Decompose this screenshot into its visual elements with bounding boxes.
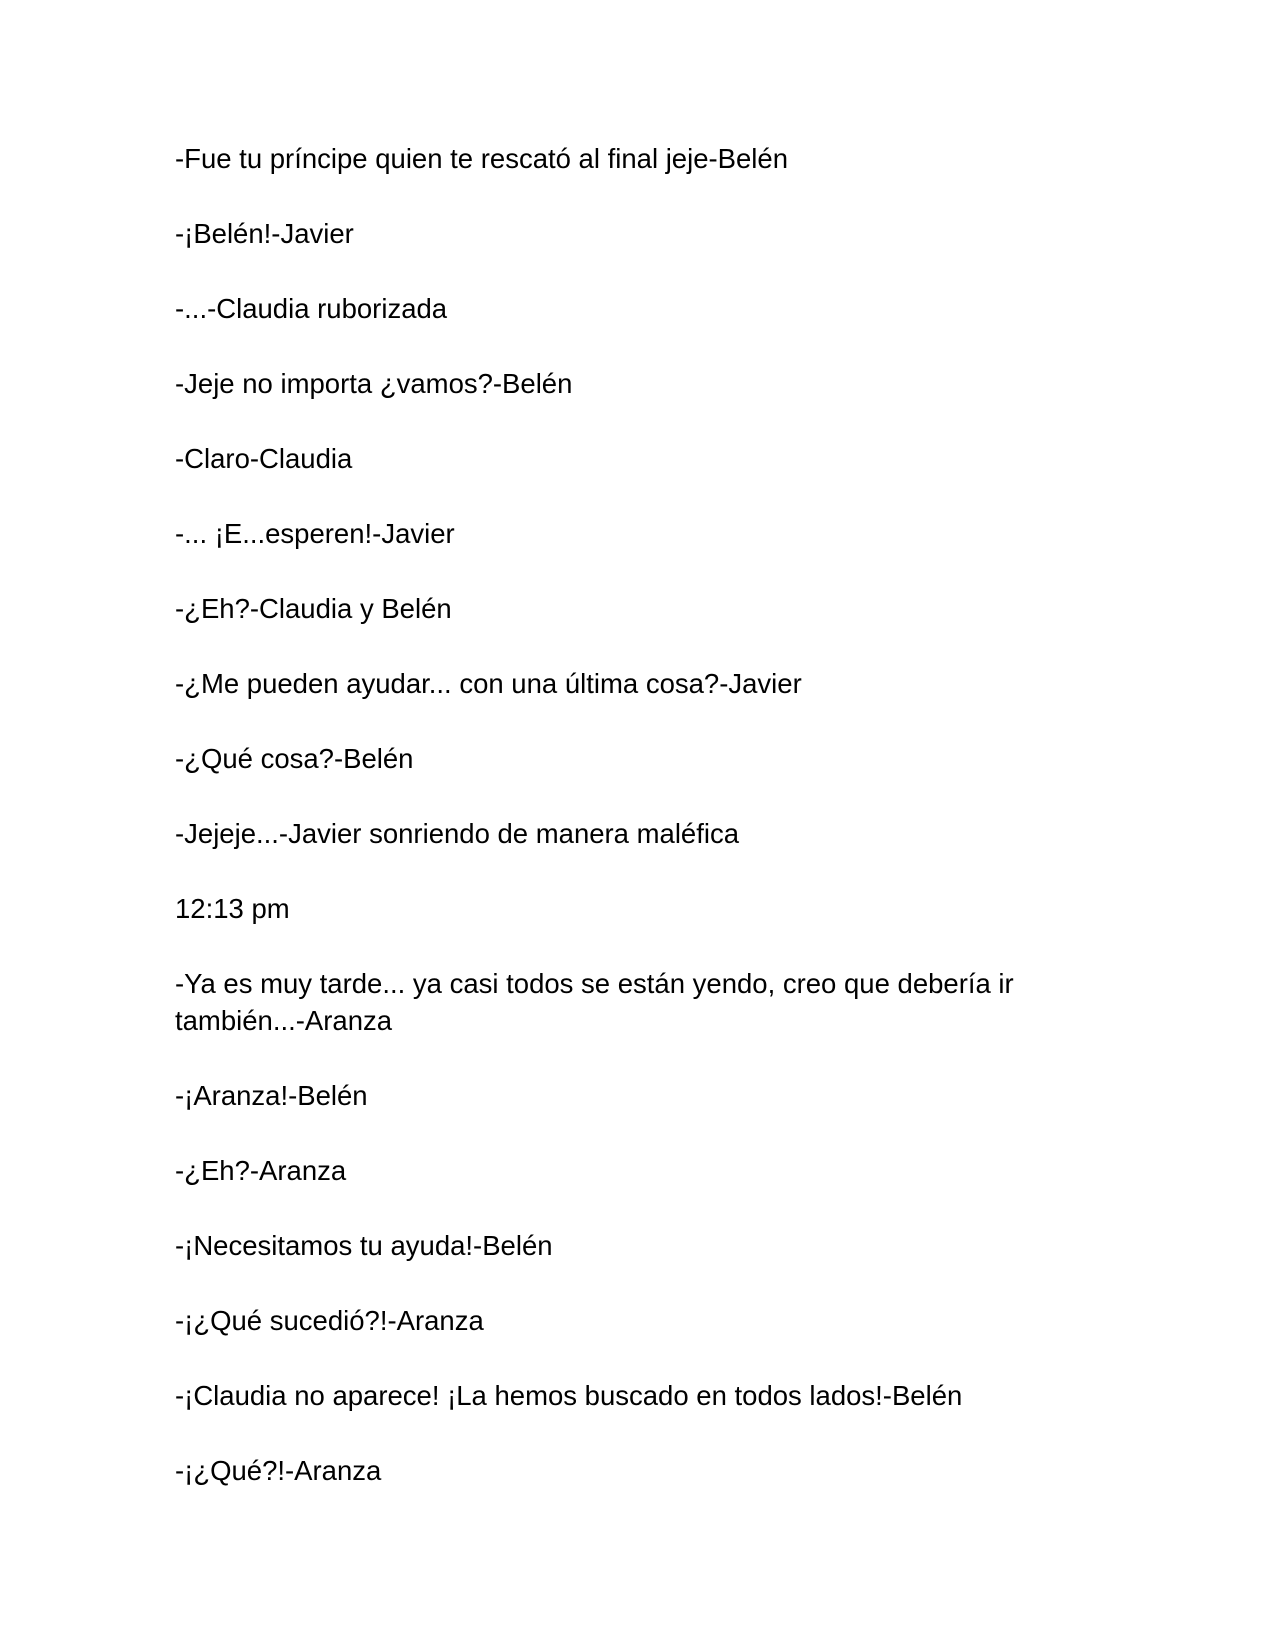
paragraph: -...-Claudia ruborizada [175,293,448,324]
paragraph: -... ¡E...esperen!-Javier [175,518,455,549]
paragraph: -¿Eh?-Aranza [175,1155,347,1186]
paragraph: -¡¿Qué?!-Aranza [175,1455,382,1486]
paragraph: -¡Aranza!-Belén [175,1080,368,1111]
paragraph: -¡Necesitamos tu ayuda!-Belén [175,1230,553,1261]
paragraph: -¡Claudia no aparece! ¡La hemos buscado en todos lados!-Belén [175,1380,963,1411]
paragraph: -Jeje no importa ¿vamos?-Belén [175,368,573,399]
paragraph: -¿Eh?-Claudia y Belén [175,593,452,624]
paragraph: -¡¿Qué sucedió?!-Aranza [175,1305,484,1336]
paragraph: -Ya es muy tarde... ya casi todos se están yendo, creo que debería ir también...-Aranza [175,968,1014,1036]
paragraph: -Jejeje...-Javier sonriendo de manera maléfica [175,818,740,849]
paragraph: -¡Belén!-Javier [175,218,354,249]
paragraph: -¿Me pueden ayudar... con una última cosa?-Javier [175,668,802,699]
paragraph: -Fue tu príncipe quien te rescató al final jeje-Belén [175,143,788,174]
paragraph: -¿Qué cosa?-Belén [175,743,414,774]
document-body [175,140,1055,1527]
paragraph: -Claro-Claudia [175,443,353,474]
timestamp: 12:13 pm [175,893,290,924]
